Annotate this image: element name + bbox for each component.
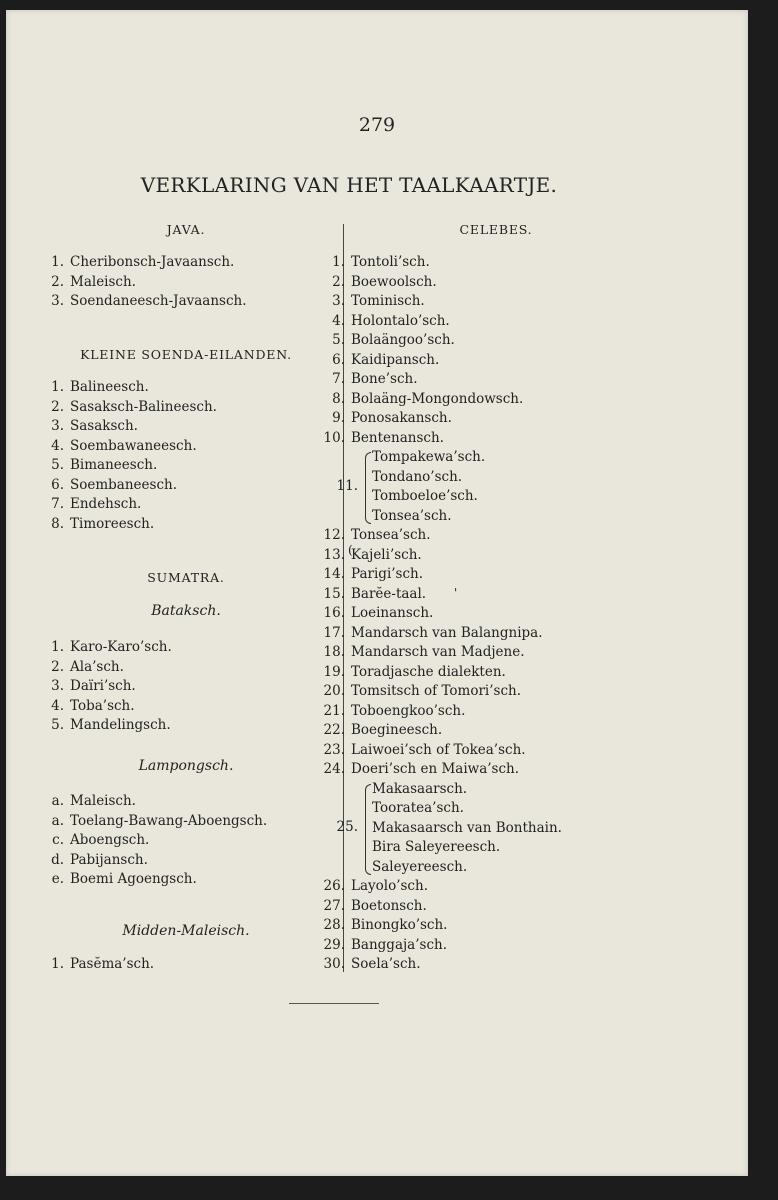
item-number: 8. xyxy=(51,515,64,532)
list-item xyxy=(44,955,154,973)
item-text: Tonsea’sch. xyxy=(372,507,452,524)
item-text: Mandelingsch. xyxy=(70,717,171,733)
group-item xyxy=(372,819,562,837)
list-item xyxy=(44,831,149,849)
item-number: 8. xyxy=(332,390,345,407)
item-number: 29. xyxy=(323,936,345,953)
item-number: 2. xyxy=(51,273,64,290)
list-item xyxy=(318,331,455,349)
item-number: 5. xyxy=(51,717,64,733)
item-number: 9. xyxy=(332,410,345,426)
item-text: Balineesch. xyxy=(70,379,149,395)
item-text: Aboengsch. xyxy=(70,832,150,848)
item-number: 5. xyxy=(51,457,64,473)
list-item xyxy=(318,585,426,603)
list-item xyxy=(318,546,422,564)
item-text: Pasĕma’sch. xyxy=(70,956,155,972)
item-number: 1. xyxy=(51,379,64,395)
group-number: 25. xyxy=(336,819,358,836)
list-item xyxy=(318,409,452,427)
item-text: Laiwoei’sch of Tokea’sch. xyxy=(351,741,526,758)
subheading-lampongsch: Lampongsch. xyxy=(138,758,234,774)
list-item xyxy=(44,638,172,656)
list-item xyxy=(44,677,136,695)
item-text: Saleyereesch. xyxy=(372,858,468,875)
item-number: 1. xyxy=(332,254,345,270)
item-number: 24. xyxy=(323,761,345,777)
item-text: Bira Saleyereesch. xyxy=(372,839,501,855)
item-number: 2. xyxy=(332,273,345,290)
list-item xyxy=(318,702,465,720)
item-text: Mandarsch van Madjene. xyxy=(351,644,525,660)
group-item xyxy=(372,507,452,525)
item-text: Bone’sch. xyxy=(351,371,418,387)
item-number: 10. xyxy=(323,429,345,446)
item-text: Boegineesch. xyxy=(351,722,443,738)
item-text: Holontalo’sch. xyxy=(351,312,450,329)
item-number: 19. xyxy=(323,663,345,680)
item-number: 3. xyxy=(51,293,64,309)
group-number: 11. xyxy=(336,478,358,494)
item-number: 12. xyxy=(323,527,345,543)
item-text: Tomboeloe’sch. xyxy=(372,488,478,504)
group-item xyxy=(372,487,478,505)
item-number: 7. xyxy=(332,371,345,387)
item-text: Toradjasche dialekten. xyxy=(351,663,506,680)
item-number: 7. xyxy=(51,496,64,512)
book-page xyxy=(6,10,748,1176)
item-number: 22. xyxy=(323,722,345,738)
group-item xyxy=(372,858,467,876)
item-text: Soela’sch. xyxy=(351,956,421,972)
page-title: VERKLARING VAN HET TAALKAARTJE. xyxy=(140,173,558,197)
item-number: 6. xyxy=(332,351,345,368)
subheading-bataksch: Bataksch. xyxy=(151,603,221,619)
list-item xyxy=(44,658,124,676)
item-text: Boetonsch. xyxy=(351,897,427,914)
item-text: Maleisch. xyxy=(70,793,136,809)
item-text: Soembawaneesch. xyxy=(70,437,197,454)
item-text: Doeri’sch en Maiwa’sch. xyxy=(351,761,520,777)
item-text: Bimaneesch. xyxy=(70,457,158,473)
list-item xyxy=(318,429,444,447)
item-number: 30. xyxy=(323,956,345,972)
list-item xyxy=(44,476,177,494)
heading-sumatra: SUMATRA. xyxy=(147,570,225,585)
group-item xyxy=(372,780,467,798)
item-text: Pabijansch. xyxy=(70,851,148,868)
item-number: 4. xyxy=(332,312,345,329)
item-text: Ponosakansch. xyxy=(351,410,452,426)
group-item xyxy=(372,838,500,856)
item-number: 27. xyxy=(323,897,345,914)
list-item xyxy=(44,456,157,474)
list-item xyxy=(318,916,447,934)
list-item xyxy=(318,897,427,915)
item-text: Tomsitsch of Tomori’sch. xyxy=(351,683,521,699)
item-text: Ala’sch. xyxy=(70,658,124,675)
item-number: a. xyxy=(51,812,64,829)
item-number: 21. xyxy=(323,702,345,719)
heading-java: JAVA. xyxy=(166,222,206,237)
list-item xyxy=(318,682,521,700)
item-text: Karo-Karo’sch. xyxy=(70,639,172,655)
list-item xyxy=(318,526,431,544)
group-item xyxy=(372,448,485,466)
item-text: Toba’sch. xyxy=(70,697,135,714)
item-number: 2. xyxy=(51,658,64,675)
item-text: Tondano’sch. xyxy=(372,468,463,485)
list-item xyxy=(44,495,141,513)
item-text: Endehsch. xyxy=(70,496,142,512)
item-text: Kaidipansch. xyxy=(351,351,440,368)
item-text: Kajeli’sch. xyxy=(351,546,422,563)
list-item xyxy=(44,437,197,455)
item-text: Daïri’sch. xyxy=(70,678,136,694)
item-text: Boewoolsch. xyxy=(351,273,437,290)
item-number: 5. xyxy=(332,332,345,348)
list-item xyxy=(318,741,526,759)
item-text: Boemi Agoengsch. xyxy=(70,871,197,887)
item-text: Binongko’sch. xyxy=(351,917,448,933)
item-number: 17. xyxy=(323,624,345,641)
item-number: 13. xyxy=(323,546,345,563)
item-number: 1. xyxy=(51,956,64,972)
list-item xyxy=(44,870,197,888)
item-text: Banggaja’sch. xyxy=(351,936,447,953)
heading-celebes: CELEBES. xyxy=(459,222,533,237)
list-item xyxy=(44,378,149,396)
item-number: 1. xyxy=(51,639,64,655)
item-number: 2. xyxy=(51,398,64,415)
item-text: Parigi’sch. xyxy=(351,566,424,582)
item-text: Soendaneesch-Javaansch. xyxy=(70,293,247,309)
list-item xyxy=(318,936,447,954)
item-text: Timoreesch. xyxy=(70,515,155,532)
group-brace xyxy=(365,784,371,876)
item-number: 15. xyxy=(323,585,345,602)
list-item xyxy=(44,292,247,310)
item-text: Loeinansch. xyxy=(351,605,434,621)
list-item xyxy=(44,398,217,416)
list-item xyxy=(44,812,267,830)
list-item xyxy=(44,792,136,810)
item-number: 23. xyxy=(323,741,345,758)
list-item xyxy=(318,721,442,739)
item-number: a. xyxy=(51,793,64,809)
item-number: 4. xyxy=(51,437,64,454)
item-text: Bentenansch. xyxy=(351,429,444,446)
list-item xyxy=(318,565,423,583)
list-item xyxy=(44,716,171,734)
subheading-midden-maleisch: Midden-Maleisch. xyxy=(122,923,250,939)
item-text: Barĕe-taal. xyxy=(351,585,427,602)
item-text: Makasaarsch van Bonthain. xyxy=(372,819,562,836)
item-text: Tonsea’sch. xyxy=(351,527,431,543)
item-number: 6. xyxy=(51,476,64,493)
item-text: Mandarsch van Balangnipa. xyxy=(351,624,543,641)
item-number: 3. xyxy=(51,418,64,434)
list-item xyxy=(44,515,154,533)
item-text: Sasaksch-Balineesch. xyxy=(70,398,217,415)
page-number: 279 xyxy=(358,114,396,136)
item-text: Toboengkoo’sch. xyxy=(351,702,466,719)
group-item xyxy=(372,468,462,486)
item-text: Tontoli’sch. xyxy=(351,254,430,270)
item-number: 3. xyxy=(332,293,345,309)
item-text: Soembaneesch. xyxy=(70,476,178,493)
list-item xyxy=(44,273,136,291)
bottom-rule xyxy=(289,1003,379,1004)
list-item xyxy=(318,955,421,973)
item-number: 18. xyxy=(323,644,345,660)
list-item xyxy=(318,877,428,895)
item-text: Tooratea’sch. xyxy=(372,800,464,816)
list-item xyxy=(318,253,430,271)
item-number: 20. xyxy=(323,683,345,699)
item-text: Tominisch. xyxy=(351,293,425,309)
item-text: Bolaängoo’sch. xyxy=(351,332,455,348)
margin-mark: ( xyxy=(348,543,353,557)
item-number: 3. xyxy=(51,678,64,694)
list-item xyxy=(318,760,519,778)
item-number: c. xyxy=(52,832,64,848)
item-text: Bolaäng-Mongondowsch. xyxy=(351,390,524,407)
heading-kleine-soenda-eilanden: KLEINE SOENDA-EILANDEN. xyxy=(80,347,292,362)
item-text: Layolo’sch. xyxy=(351,878,428,894)
item-number: 4. xyxy=(51,697,64,714)
list-item xyxy=(318,292,425,310)
group-item xyxy=(372,799,464,817)
item-number: 1. xyxy=(51,254,64,270)
item-number: 26. xyxy=(323,878,345,894)
item-text: Toelang-Bawang-Aboengsch. xyxy=(70,812,268,829)
item-text: Cheribonsch-Javaansch. xyxy=(70,254,235,270)
margin-tick: ' xyxy=(454,586,458,600)
item-number: 14. xyxy=(323,566,345,582)
list-item xyxy=(44,697,135,715)
list-item xyxy=(44,417,138,435)
list-item xyxy=(44,851,148,869)
item-text: Tompakewa’sch. xyxy=(372,449,486,465)
list-item xyxy=(318,370,418,388)
item-text: Sasaksch. xyxy=(70,418,138,434)
list-item xyxy=(318,604,433,622)
list-item xyxy=(318,663,506,681)
list-item xyxy=(318,273,437,291)
list-item xyxy=(318,390,523,408)
item-number: e. xyxy=(51,871,64,887)
list-item xyxy=(318,643,525,661)
group-brace xyxy=(365,452,371,524)
list-item xyxy=(318,624,543,642)
list-item xyxy=(318,312,450,330)
item-text: Maleisch. xyxy=(70,273,136,290)
item-number: 28. xyxy=(323,917,345,933)
item-text: Makasaarsch. xyxy=(372,780,468,797)
item-number: d. xyxy=(51,851,64,868)
item-number: 16. xyxy=(323,605,345,621)
list-item xyxy=(44,253,234,271)
list-item xyxy=(318,351,439,369)
